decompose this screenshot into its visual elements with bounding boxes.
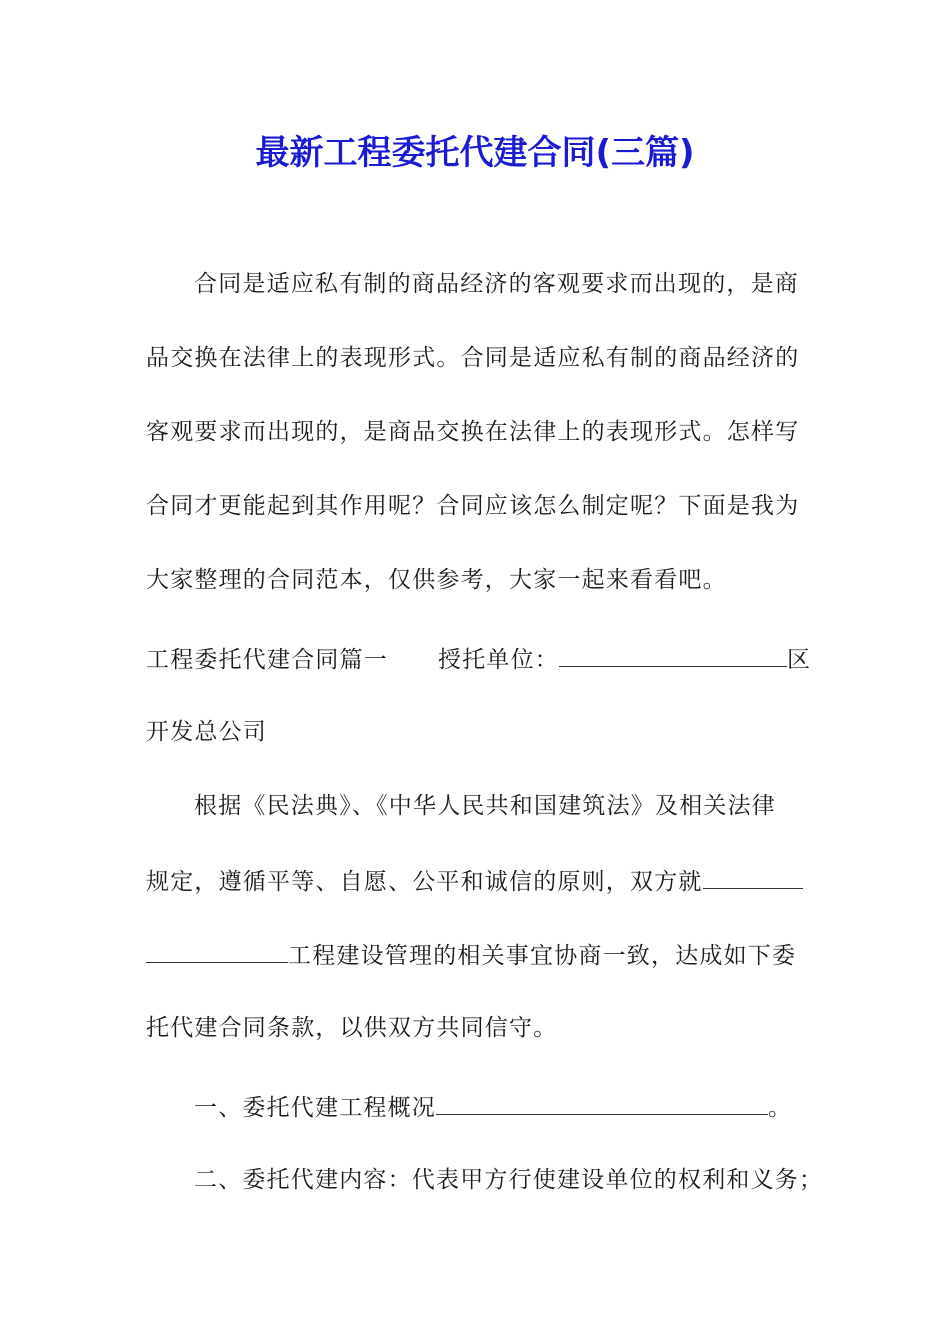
intro-line-3: 客观要求而出现的，是商品交换在法律上的表现形式。怎样写 <box>146 419 800 445</box>
grantor-line-2: 开发总公司 <box>146 719 267 745</box>
overview-blank <box>436 1088 768 1115</box>
intro-line-5: 大家整理的合同范本，仅供参考，大家一起来看看吧。 <box>146 567 727 593</box>
basis-line-3: 工程建设管理的相关事宜协商一致，达成如下委 <box>288 943 797 969</box>
document-title: 最新工程委托代建合同(三篇) <box>255 133 695 173</box>
basis-line-3-row <box>146 936 806 974</box>
basis-line-2-row <box>146 862 806 900</box>
grantor-label: 授托单位： <box>438 647 559 673</box>
clause-1 <box>194 1088 806 1126</box>
intro-line-1: 合同是适应私有制的商品经济的客观要求而出现的，是商 <box>194 271 799 297</box>
grantor-suffix: 区 <box>787 647 812 673</box>
section-heading: 工程委托代建合同篇一 <box>146 647 388 673</box>
project-blank-2 <box>146 936 288 963</box>
grantor-blank <box>559 640 787 667</box>
basis-line-2: 规定，遵循平等、自愿、公平和诚信的原则，双方就 <box>146 869 703 895</box>
clause-2: 二、委托代建内容：代表甲方行使建设单位的权利和义务； <box>194 1167 824 1193</box>
intro-line-4: 合同才更能起到其作用呢？合同应该怎么制定呢？下面是我为 <box>146 493 800 519</box>
basis-line-4: 托代建合同条款，以供双方共同信守。 <box>146 1015 558 1041</box>
clause-1-label: 一、委托代建工程概况 <box>194 1095 436 1121</box>
project-blank-1 <box>703 862 803 889</box>
basis-line-1: 根据《民法典》、《中华人民共和国建筑法》及相关法律 <box>194 793 776 819</box>
section-heading-line <box>146 640 812 678</box>
clause-1-end: 。 <box>768 1095 793 1121</box>
intro-line-2: 品交换在法律上的表现形式。合同是适应私有制的商品经济的 <box>146 345 800 371</box>
